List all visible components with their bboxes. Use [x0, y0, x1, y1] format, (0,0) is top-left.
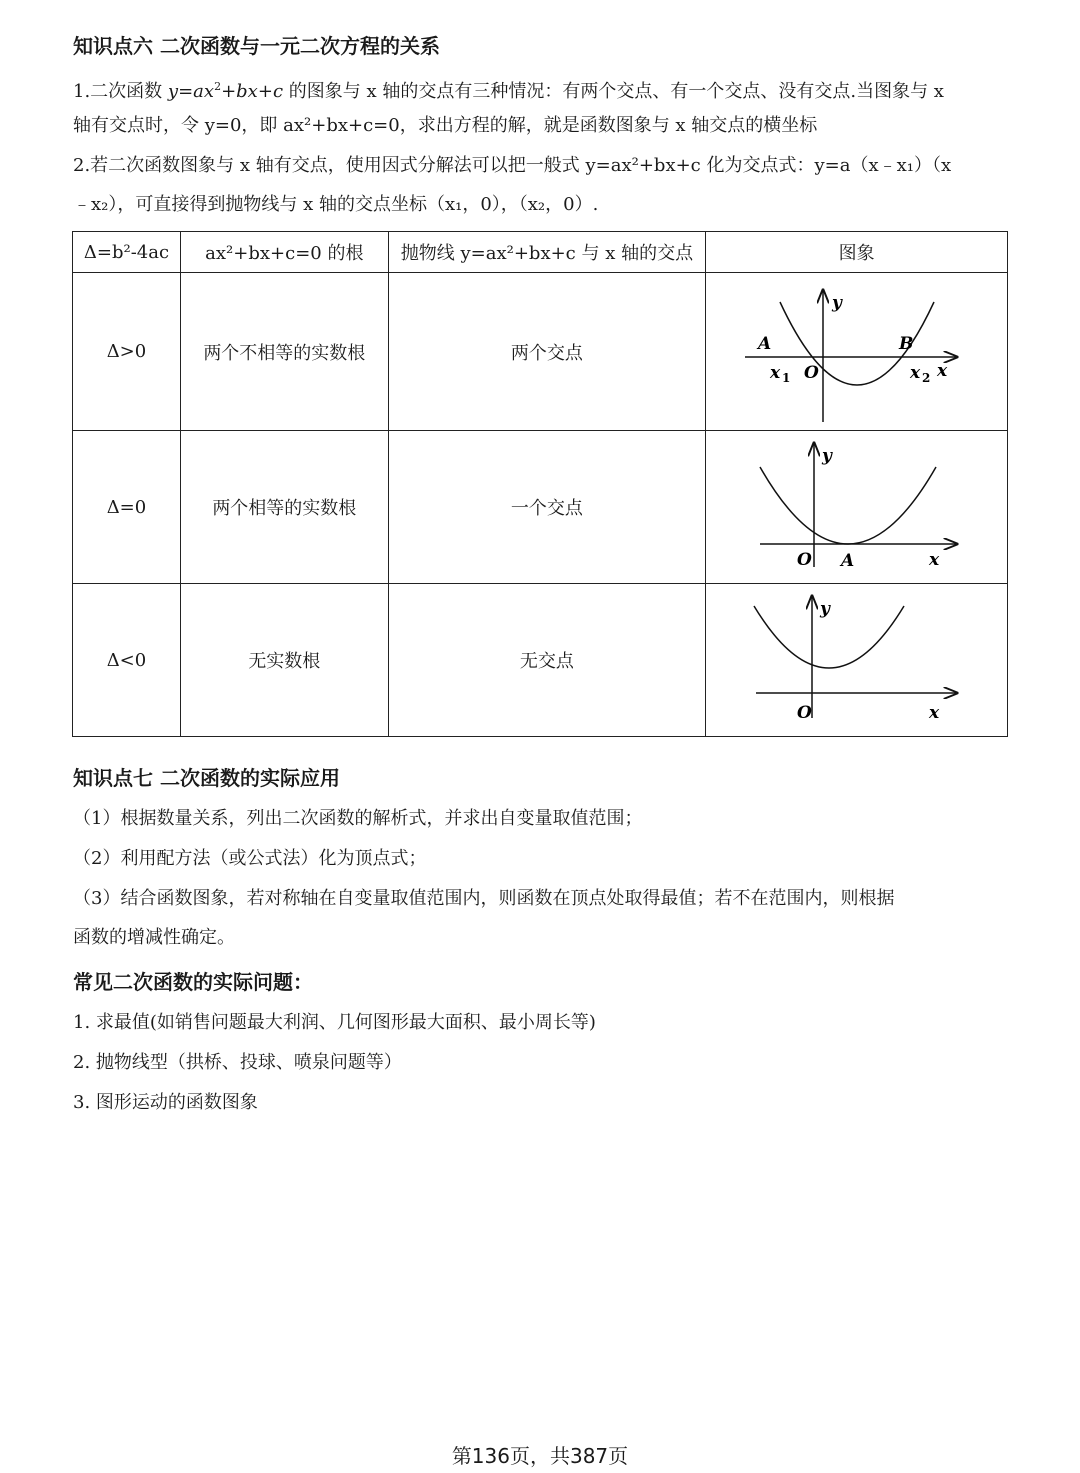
x1-label: x	[769, 362, 780, 383]
intersections-cell: 两个交点	[388, 273, 705, 431]
delta-cell: Δ=0	[73, 431, 181, 584]
point-a-label: A	[840, 551, 854, 571]
delta-cell: Δ<0	[73, 584, 181, 737]
header-roots: ax²+bx+c=0 的根	[180, 232, 388, 273]
section6-paragraph2-line1: 2.若二次函数图象与 x 轴有交点，使用因式分解法可以把一般式 y=ax²+bx+c 化为交点式：y=a（x﹣x₁）（x	[73, 155, 952, 176]
table-row	[73, 273, 1008, 431]
common-problem-item: 1. 求最值(如销售问题最大利润、几何图形最大面积、最小周长等)	[73, 1012, 596, 1033]
x-label: x	[928, 550, 939, 570]
roots-cell: 两个不相等的实数根	[180, 273, 388, 431]
header-intersections: 抛物线 y=ax²+bx+c 与 x 轴的交点	[388, 232, 705, 273]
parabola-one-root-graph	[742, 437, 972, 577]
graph-cell	[706, 273, 1008, 431]
point-a-label: A	[757, 333, 771, 354]
common-problem-item: 3. 图形运动的函数图象	[73, 1092, 258, 1113]
table-row	[73, 431, 1008, 584]
header-graph: 图象	[706, 232, 1008, 273]
discriminant-table	[72, 231, 1008, 737]
x2-label: x	[909, 362, 920, 383]
common-problems-title: 常见二次函数的实际问题：	[73, 970, 313, 994]
section7-item: （3）结合函数图象，若对称轴在自变量取值范围内，则函数在顶点处取得最值；若不在范围内，则根据	[73, 888, 895, 909]
roots-cell: 无实数根	[180, 584, 388, 737]
point-b-label: B	[898, 333, 913, 354]
intersections-cell: 一个交点	[388, 431, 705, 584]
section7-item: （1）根据数量关系，列出二次函数的解析式，并求出自变量取值范围；	[73, 808, 643, 829]
table-row	[73, 584, 1008, 737]
x1-subscript: 1	[781, 370, 790, 385]
x2-subscript: 2	[921, 370, 930, 385]
page-number-footer: 第136页，共387页	[451, 1444, 629, 1468]
table-header-row	[73, 232, 1008, 273]
graph-cell	[706, 431, 1008, 584]
y-label: y	[821, 446, 832, 466]
parabola-two-roots-graph	[742, 282, 972, 422]
section7-item: （2）利用配方法（或公式法）化为顶点式；	[73, 848, 427, 869]
y-label: y	[831, 292, 842, 313]
delta-cell: Δ>0	[73, 273, 181, 431]
section7-title: 知识点七 二次函数的实际应用	[73, 766, 340, 790]
section6-paragraph1-line2: 轴有交点时，令 y=0，即 ax²+bx+c=0，求出方程的解，就是函数图象与 x 轴交点的横坐标	[73, 115, 818, 136]
x-label: x	[936, 360, 947, 381]
intersections-cell: 无交点	[388, 584, 705, 737]
section6-title: 知识点六 二次函数与一元二次方程的关系	[73, 34, 440, 58]
header-discriminant: Δ=b²-4ac	[73, 232, 181, 273]
section7-item: 函数的增减性确定。	[73, 927, 235, 948]
origin-label: O	[803, 362, 819, 383]
parabola-no-root-graph	[742, 590, 972, 730]
y-label: y	[819, 599, 830, 619]
common-problem-item: 2. 抛物线型（拱桥、投球、喷泉问题等）	[73, 1052, 402, 1073]
x-label: x	[928, 703, 939, 723]
origin-label: O	[796, 550, 812, 570]
parabola-curve	[760, 467, 936, 544]
section6-paragraph1-line1: 1.二次函数 $y=ax^2+bx+c$ 的图象与 x 轴的交点有三种情况：有两个交点、有一个交点、没有交点.当图象与 x	[73, 80, 944, 102]
section6-paragraph2-line2: ﹣x₂），可直接得到抛物线与 x 轴的交点坐标（x₁，0），（x₂，0）.	[73, 194, 599, 215]
roots-cell: 两个相等的实数根	[180, 431, 388, 584]
origin-label: O	[796, 703, 812, 723]
graph-cell	[706, 584, 1008, 737]
